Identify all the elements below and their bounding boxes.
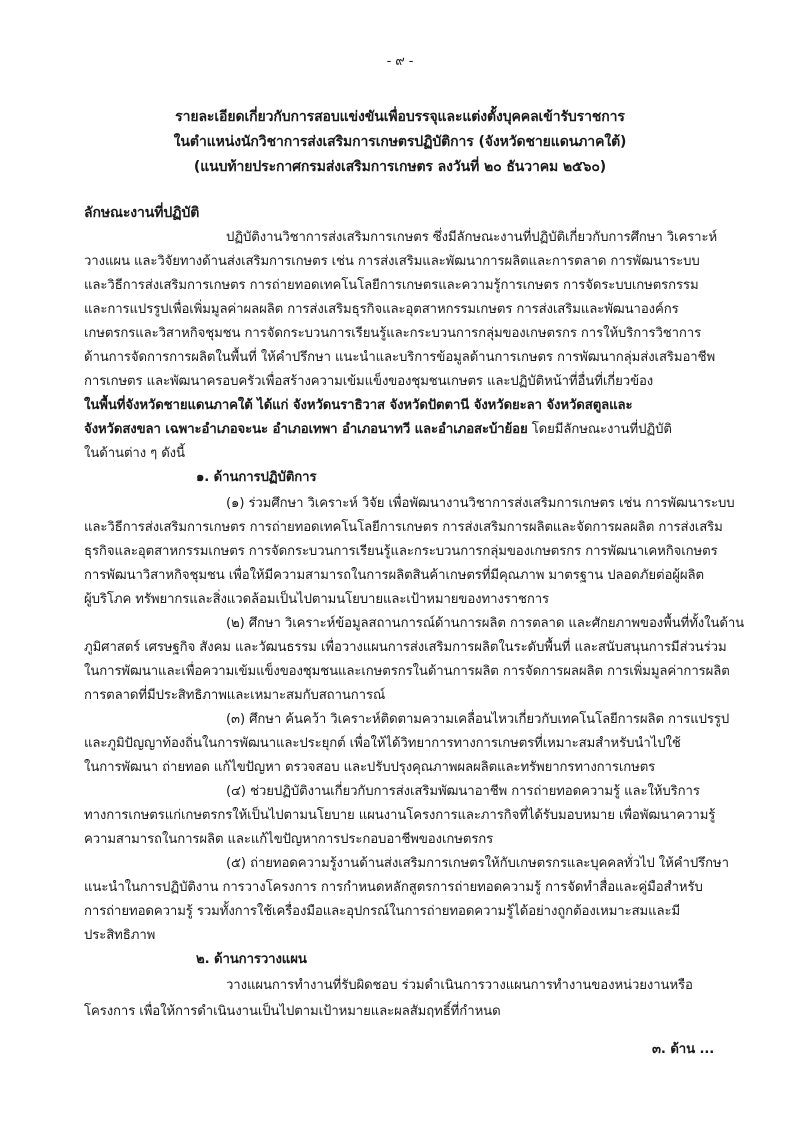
item-line: (๔) ช่วยปฏิบัติงานเกี่ยวกับการส่งเสริมพัฒนาอาชีพ การถ่ายทอดความรู้ และให้บริการ bbox=[226, 784, 700, 799]
intro-tail-segment: โดยมีลักษณะงานที่ปฏิบัติ bbox=[527, 422, 672, 437]
item-line: (๒) ศึกษา วิเคราะห์ข้อมูลสถานการณ์ด้านการผลิต การตลาด และศักยภาพของพื้นที่ทั้งในด้าน bbox=[226, 616, 745, 631]
item-line: (๑) ร่วมศึกษา วิเคราะห์ วิจัย เพื่อพัฒนางานวิชาการส่งเสริมการเกษตร เช่น การพัฒนาระบบ bbox=[226, 496, 735, 511]
item-line: การพัฒนาวิสาหกิจชุมชน เพื่อให้มีความสามารถในการผลิตสินค้าเกษตรที่มีคุณภาพ มาตรฐาน ปลอดภัยต่อผู้ผลิต bbox=[84, 568, 704, 583]
item-line: ในการพัฒนาและเพื่อความเข้มแข็งของชุมชนและเกษตรกรในด้านการผลิต การจัดการผลผลิต การเพิ่มมูลค่าการผลิต bbox=[84, 664, 730, 679]
intro-line: และวิธีการส่งเสริมการเกษตร การถ่ายทอดเทคโนโลยีการเกษตรและความรู้การเกษตร การจัดระบบเกษตรกรรม bbox=[84, 278, 699, 293]
item-line: แนะนำในการปฏิบัติงาน การวางโครงการ การกำหนดหลักสูตรการถ่ายทอดความรู้ การจัดทำสื่อและคู่มือสำหรับ bbox=[84, 880, 703, 895]
continuation-marker: ๓. ด้าน ... bbox=[652, 1042, 715, 1057]
item-line: โครงการ เพื่อให้การดำเนินงานเป็นไปตามเป้าหมายและผลสัมฤทธิ์ที่กำหนด bbox=[84, 1004, 501, 1019]
item-line: (๕) ถ่ายทอดความรู้งานด้านส่งเสริมการเกษตรให้กับเกษตรกรและบุคคลทั่วไป ให้คำปรึกษา bbox=[226, 856, 729, 871]
item-line: วางแผนการทำงานที่รับผิดชอบ ร่วมดำเนินการวางแผนการทำงานของหน่วยงานหรือ bbox=[226, 978, 693, 993]
item-line: ในการพัฒนา ถ่ายทอด แก้ไขปัญหา ตรวจสอบ และปรับปรุงคุณภาพผลผลิตและทรัพยากรทางการเกษตร bbox=[84, 760, 656, 775]
intro-line: และการแปรรูปเพื่อเพิ่มมูลค่าผลผลิต การส่งเสริมธุรกิจและอุตสาหกรรมเกษตร การส่งเสริมและพัฒนาองค์กร bbox=[84, 302, 679, 317]
page-number: - ๙ - bbox=[386, 54, 414, 69]
subsection-heading-operations: ๑. ด้านการปฏิบัติการ bbox=[196, 470, 317, 485]
item-line: ภูมิศาสตร์ เศรษฐกิจ สังคม และวัฒนธรรม เพื่อวางแผนการส่งเสริมการผลิตในระดับพื้นที่ และสนับสนุนการมีส่วนร่วม bbox=[84, 640, 727, 655]
subsection-heading-planning: ๒. ด้านการวางแผน bbox=[196, 952, 307, 967]
item-line: และภูมิปัญญาท้องถิ่นในการพัฒนาและประยุกต์ เพื่อให้ได้วิทยาการทางการเกษตรที่เหมาะสมสำหรับนำไปใช้ bbox=[84, 736, 681, 751]
document-title-line-3: (แนบท้ายประกาศกรมส่งเสริมการเกษตร ลงวันที่ ๒๐ ธันวาคม ๒๕๖๐) bbox=[193, 159, 607, 175]
item-line: ทางการเกษตรแก่เกษตรกรให้เป็นไปตามนโยบาย แผนงานโครงการและภารกิจที่ได้รับมอบหมาย เพื่อพัฒนาความรู้ bbox=[84, 808, 716, 823]
document-title-line-1: รายละเอียดเกี่ยวกับการสอบแข่งขันเพื่อบรรจุและแต่งตั้งบุคคลเข้ารับราชการ bbox=[175, 109, 625, 125]
item-line: การถ่ายทอดความรู้ รวมทั้งการใช้เครื่องมือและอุปกรณ์ในการถ่ายทอดความรู้ได้อย่างถูกต้องเหมาะสมและมี bbox=[84, 904, 681, 919]
item-line: ธุรกิจและอุตสาหกรรมเกษตร การจัดกระบวนการเรียนรู้และกระบวนการกลุ่มของเกษตรกร การพัฒนาเคหกิจเกษตร bbox=[84, 544, 718, 559]
item-line: ความสามารถในการผลิต และแก้ไขปัญหาการประกอบอาชีพของเกษตรกร bbox=[84, 832, 494, 847]
section-heading: ลักษณะงานที่ปฏิบัติ bbox=[84, 205, 200, 221]
intro-line: วางแผน และวิจัยทางด้านส่งเสริมการเกษตร เช่น การส่งเสริมและพัฒนาการผลิตและการตลาด การพัฒนาระบบ bbox=[84, 254, 700, 269]
item-line: ประสิทธิภาพ bbox=[84, 928, 156, 943]
intro-mixed-line bbox=[84, 420, 672, 440]
intro-line: ด้านการจัดการการผลิตในพื้นที่ ให้คำปรึกษา แนะนำและบริการข้อมูลด้านการเกษตร การพัฒนากลุ่มส่งเสริมอาชีพ bbox=[84, 350, 716, 365]
intro-bold-segment: จังหวัดสงขลา เฉพาะอำเภอจะนะ อำเภอเทพา อำเภอนาทวี และอำเภอสะบ้าย้อย bbox=[84, 422, 528, 437]
intro-line: การเกษตร และพัฒนาครอบครัวเพื่อสร้างความเข้มแข็งของชุมชนเกษตร และปฏิบัติหน้าที่อื่นที่เกี่ยวข้อง bbox=[84, 374, 654, 389]
item-line: และวิธีการส่งเสริมการเกษตร การถ่ายทอดเทคโนโลยีการเกษตร การส่งเสริมการผลิตและจัดการผลผลิต การส่งเสริม bbox=[84, 520, 723, 535]
intro-bold-line: ในพื้นที่จังหวัดชายแดนภาคใต้ ได้แก่ จังหวัดนราธิวาส จังหวัดปัตตานี จังหวัดยะลา จังหวัดสตูลและ bbox=[84, 398, 633, 413]
intro-line: เกษตรกรและวิสาหกิจชุมชน การจัดกระบวนการเรียนรู้และกระบวนการกลุ่มของเกษตรกร การให้บริการวิชาการ bbox=[84, 326, 702, 341]
intro-line: ปฏิบัติงานวิชาการส่งเสริมการเกษตร ซึ่งมีลักษณะงานที่ปฏิบัติเกี่ยวกับการศึกษา วิเคราะห์ bbox=[226, 230, 718, 245]
document-title-line-2: ในตำแหน่งนักวิชาการส่งเสริมการเกษตรปฏิบัติการ (จังหวัดชายแดนภาคใต้) bbox=[173, 134, 627, 150]
item-line: (๓) ศึกษา ค้นคว้า วิเคราะห์ติดตามความเคลื่อนไหวเกี่ยวกับเทคโนโลยีการผลิต การแปรรูป bbox=[226, 712, 730, 727]
item-line: การตลาดที่มีประสิทธิภาพและเหมาะสมกับสถานการณ์ bbox=[84, 688, 386, 703]
intro-line: ในด้านต่าง ๆ ดังนี้ bbox=[84, 446, 185, 461]
item-line: ผู้บริโภค ทรัพยากรและสิ่งแวดล้อมเป็นไปตามนโยบายและเป้าหมายของทางราชการ bbox=[84, 592, 550, 607]
